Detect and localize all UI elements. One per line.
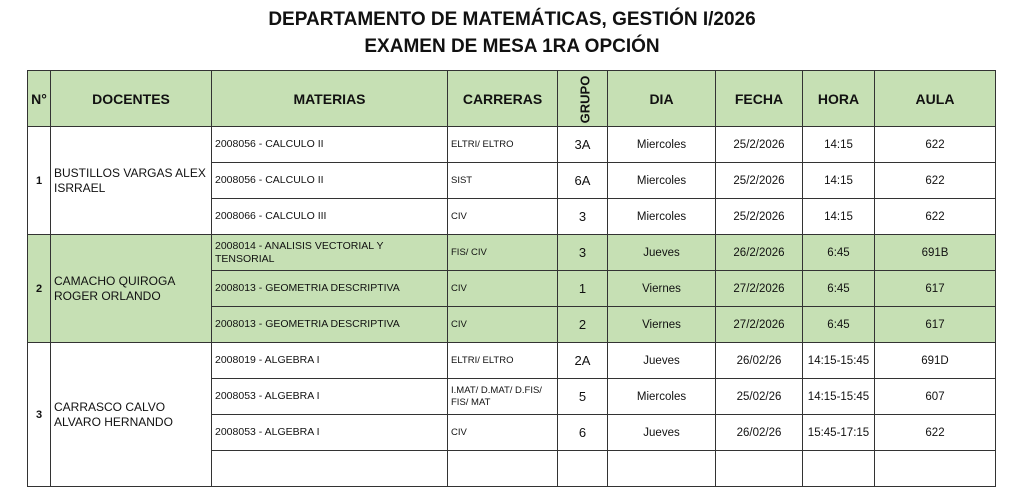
dia-cell: Jueves [608, 343, 716, 379]
hora-cell: 6:45 [803, 271, 875, 307]
materia-cell: 2008014 - ANALISIS VECTORIAL Y TENSORIAL [212, 235, 448, 271]
grupo-cell: 2A [558, 343, 608, 379]
fecha-cell: 25/2/2026 [716, 199, 803, 235]
aula-cell: 691D [875, 343, 996, 379]
docente-name: CAMACHO QUIROGA ROGER ORLANDO [51, 235, 212, 343]
col-header-aula: AULA [875, 71, 996, 127]
row-number: 2 [28, 235, 51, 343]
docente-name: CARRASCO CALVO ALVARO HERNANDO [51, 343, 212, 487]
grupo-cell: 3A [558, 127, 608, 163]
carrera-cell: FIS/ CIV [448, 235, 558, 271]
table-header-row [28, 71, 996, 127]
carrera-cell: SIST [448, 163, 558, 199]
table-row [28, 343, 996, 379]
col-header-hora: HORA [803, 71, 875, 127]
aula-cell: 622 [875, 415, 996, 451]
grupo-cell: 1 [558, 271, 608, 307]
col-header-materias: MATERIAS [212, 71, 448, 127]
aula-cell: 607 [875, 379, 996, 415]
grupo-cell [558, 451, 608, 487]
materia-cell [212, 451, 448, 487]
dia-cell: Jueves [608, 235, 716, 271]
fecha-cell [716, 451, 803, 487]
materia-cell: 2008056 - CALCULO II [212, 163, 448, 199]
col-header-number: N° [28, 71, 51, 127]
aula-cell: 622 [875, 199, 996, 235]
materia-cell: 2008053 - ALGEBRA I [212, 415, 448, 451]
aula-cell: 617 [875, 271, 996, 307]
dia-cell: Miercoles [608, 163, 716, 199]
dia-cell: Miercoles [608, 199, 716, 235]
grupo-cell: 3 [558, 199, 608, 235]
grupo-cell: 5 [558, 379, 608, 415]
dia-cell: Miercoles [608, 127, 716, 163]
col-header-fecha: FECHA [716, 71, 803, 127]
materia-cell: 2008013 - GEOMETRIA DESCRIPTIVA [212, 307, 448, 343]
grupo-cell: 6 [558, 415, 608, 451]
fecha-cell: 27/2/2026 [716, 271, 803, 307]
hora-cell: 14:15 [803, 163, 875, 199]
col-header-grupo-label: GRUPO [577, 75, 593, 123]
materia-cell: 2008066 - CALCULO III [212, 199, 448, 235]
page-title: DEPARTAMENTO DE MATEMÁTICAS, GESTIÓN I/2026 [268, 9, 756, 30]
aula-cell: 617 [875, 307, 996, 343]
hora-cell: 14:15 [803, 127, 875, 163]
col-header-docentes: DOCENTES [51, 71, 212, 127]
fecha-cell: 26/2/2026 [716, 235, 803, 271]
col-header-carreras: CARRERAS [448, 71, 558, 127]
col-header-dia: DIA [608, 71, 716, 127]
exam-schedule-table [27, 70, 996, 487]
hora-cell: 14:15-15:45 [803, 379, 875, 415]
table-row [28, 235, 996, 271]
carrera-cell: ELTRI/ ELTRO [448, 343, 558, 379]
row-number: 3 [28, 343, 51, 487]
aula-cell: 622 [875, 127, 996, 163]
page-subtitle: EXAMEN DE MESA 1RA OPCIÓN [364, 36, 660, 57]
materia-cell: 2008056 - CALCULO II [212, 127, 448, 163]
aula-cell [875, 451, 996, 487]
col-header-grupo [558, 71, 608, 127]
hora-cell: 6:45 [803, 307, 875, 343]
grupo-cell: 6A [558, 163, 608, 199]
carrera-cell: ELTRI/ ELTRO [448, 127, 558, 163]
carrera-cell [448, 451, 558, 487]
dia-cell: Jueves [608, 415, 716, 451]
fecha-cell: 25/2/2026 [716, 163, 803, 199]
carrera-cell: CIV [448, 307, 558, 343]
fecha-cell: 27/2/2026 [716, 307, 803, 343]
aula-cell: 622 [875, 163, 996, 199]
dia-cell: Viernes [608, 271, 716, 307]
hora-cell: 15:45-17:15 [803, 415, 875, 451]
hora-cell: 14:15-15:45 [803, 343, 875, 379]
grupo-cell: 2 [558, 307, 608, 343]
carrera-cell: CIV [448, 271, 558, 307]
grupo-cell: 3 [558, 235, 608, 271]
materia-cell: 2008053 - ALGEBRA I [212, 379, 448, 415]
dia-cell [608, 451, 716, 487]
docente-name: BUSTILLOS VARGAS ALEX ISRRAEL [51, 127, 212, 235]
dia-cell: Viernes [608, 307, 716, 343]
fecha-cell: 25/2/2026 [716, 127, 803, 163]
dia-cell: Miercoles [608, 379, 716, 415]
materia-cell: 2008013 - GEOMETRIA DESCRIPTIVA [212, 271, 448, 307]
hora-cell [803, 451, 875, 487]
carrera-cell: I.MAT/ D.MAT/ D.FIS/ FIS/ MAT [448, 379, 558, 415]
table-row [28, 127, 996, 163]
fecha-cell: 26/02/26 [716, 415, 803, 451]
materia-cell: 2008019 - ALGEBRA I [212, 343, 448, 379]
fecha-cell: 26/02/26 [716, 343, 803, 379]
carrera-cell: CIV [448, 199, 558, 235]
aula-cell: 691B [875, 235, 996, 271]
hora-cell: 6:45 [803, 235, 875, 271]
carrera-cell: CIV [448, 415, 558, 451]
fecha-cell: 25/02/26 [716, 379, 803, 415]
row-number: 1 [28, 127, 51, 235]
hora-cell: 14:15 [803, 199, 875, 235]
